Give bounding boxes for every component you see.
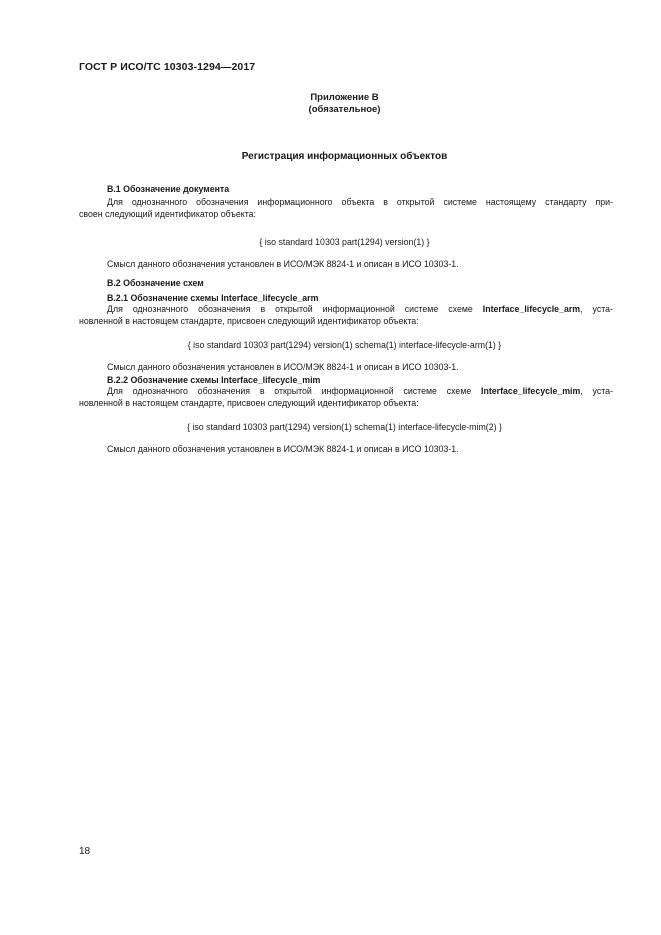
- section-b22-heading: В.2.2 Обозначение схемы Interface_lifecycle_mim: [107, 375, 321, 385]
- section-b22-paragraph-line2: новленной в настоящем стандарте, присвоен следующий идентификатор объекта:: [79, 397, 419, 408]
- section-b1-paragraph-line2: своен следующий идентификатор объекта:: [79, 208, 256, 219]
- section-b21-meaning: Смысл данного обозначения установлен в ИСО/МЭК 8824-1 и описан в ИСО 10303-1.: [107, 362, 459, 372]
- section-b21-paragraph-post: , уста-: [580, 304, 613, 314]
- annex-status: (обязательное): [308, 104, 381, 115]
- annex-heading: Регистрация информационных объектов: [241, 151, 448, 162]
- section-b1-meaning: Смысл данного обозначения установлен в ИСО/МЭК 8824-1 и описан в ИСО 10303-1.: [107, 259, 459, 269]
- section-b21-identifier: { iso standard 10303 part(1294) version(1) schema(1) interface-lifecycle-arm(1) }: [187, 340, 502, 350]
- page-number: 18: [79, 846, 91, 857]
- section-b22-identifier: { iso standard 10303 part(1294) version(1) schema(1) interface-lifecycle-mim(2) }: [187, 422, 502, 432]
- section-b22-paragraph-post: , уста-: [580, 386, 614, 396]
- section-b21-paragraph-line1: [79, 304, 613, 316]
- document-code: ГОСТ Р ИСО/ТС 10303-1294—2017: [79, 61, 256, 73]
- section-b21-paragraph-pre: Для однозначного обозначения в открытой информационной системе схеме: [107, 304, 483, 314]
- section-b1-identifier: { iso standard 10303 part(1294) version(1) }: [259, 237, 430, 247]
- section-b21-paragraph: [79, 304, 613, 327]
- section-b1-paragraph-line1: Для однозначного обозначения информационного объекта в открытой системе настоящему стандарту при-: [107, 197, 613, 207]
- section-b21-schema-term: Interface_lifecycle_arm: [482, 304, 581, 314]
- section-b22-paragraph-line1: [79, 386, 613, 398]
- section-b21-paragraph-line2: новленной в настоящем стандарте, присвоен следующий идентификатор объекта:: [79, 315, 419, 326]
- section-b22-schema-term: Interface_lifecycle_mim: [481, 386, 581, 396]
- section-b22-paragraph: [79, 386, 613, 409]
- section-b2-heading: В.2 Обозначение схем: [107, 278, 204, 288]
- section-b22-paragraph-pre: Для однозначного обозначения в открытой информационной системе схеме: [107, 386, 482, 396]
- section-b1-paragraph: [79, 197, 613, 220]
- section-b22-meaning: Смысл данного обозначения установлен в ИСО/МЭК 8824-1 и описан в ИСО 10303-1.: [107, 444, 459, 454]
- section-b21-heading: В.2.1 Обозначение схемы Interface_lifecycle_arm: [107, 293, 319, 303]
- annex-title: Приложение В: [310, 92, 379, 103]
- section-b1-heading: В.1 Обозначение документа: [107, 184, 230, 194]
